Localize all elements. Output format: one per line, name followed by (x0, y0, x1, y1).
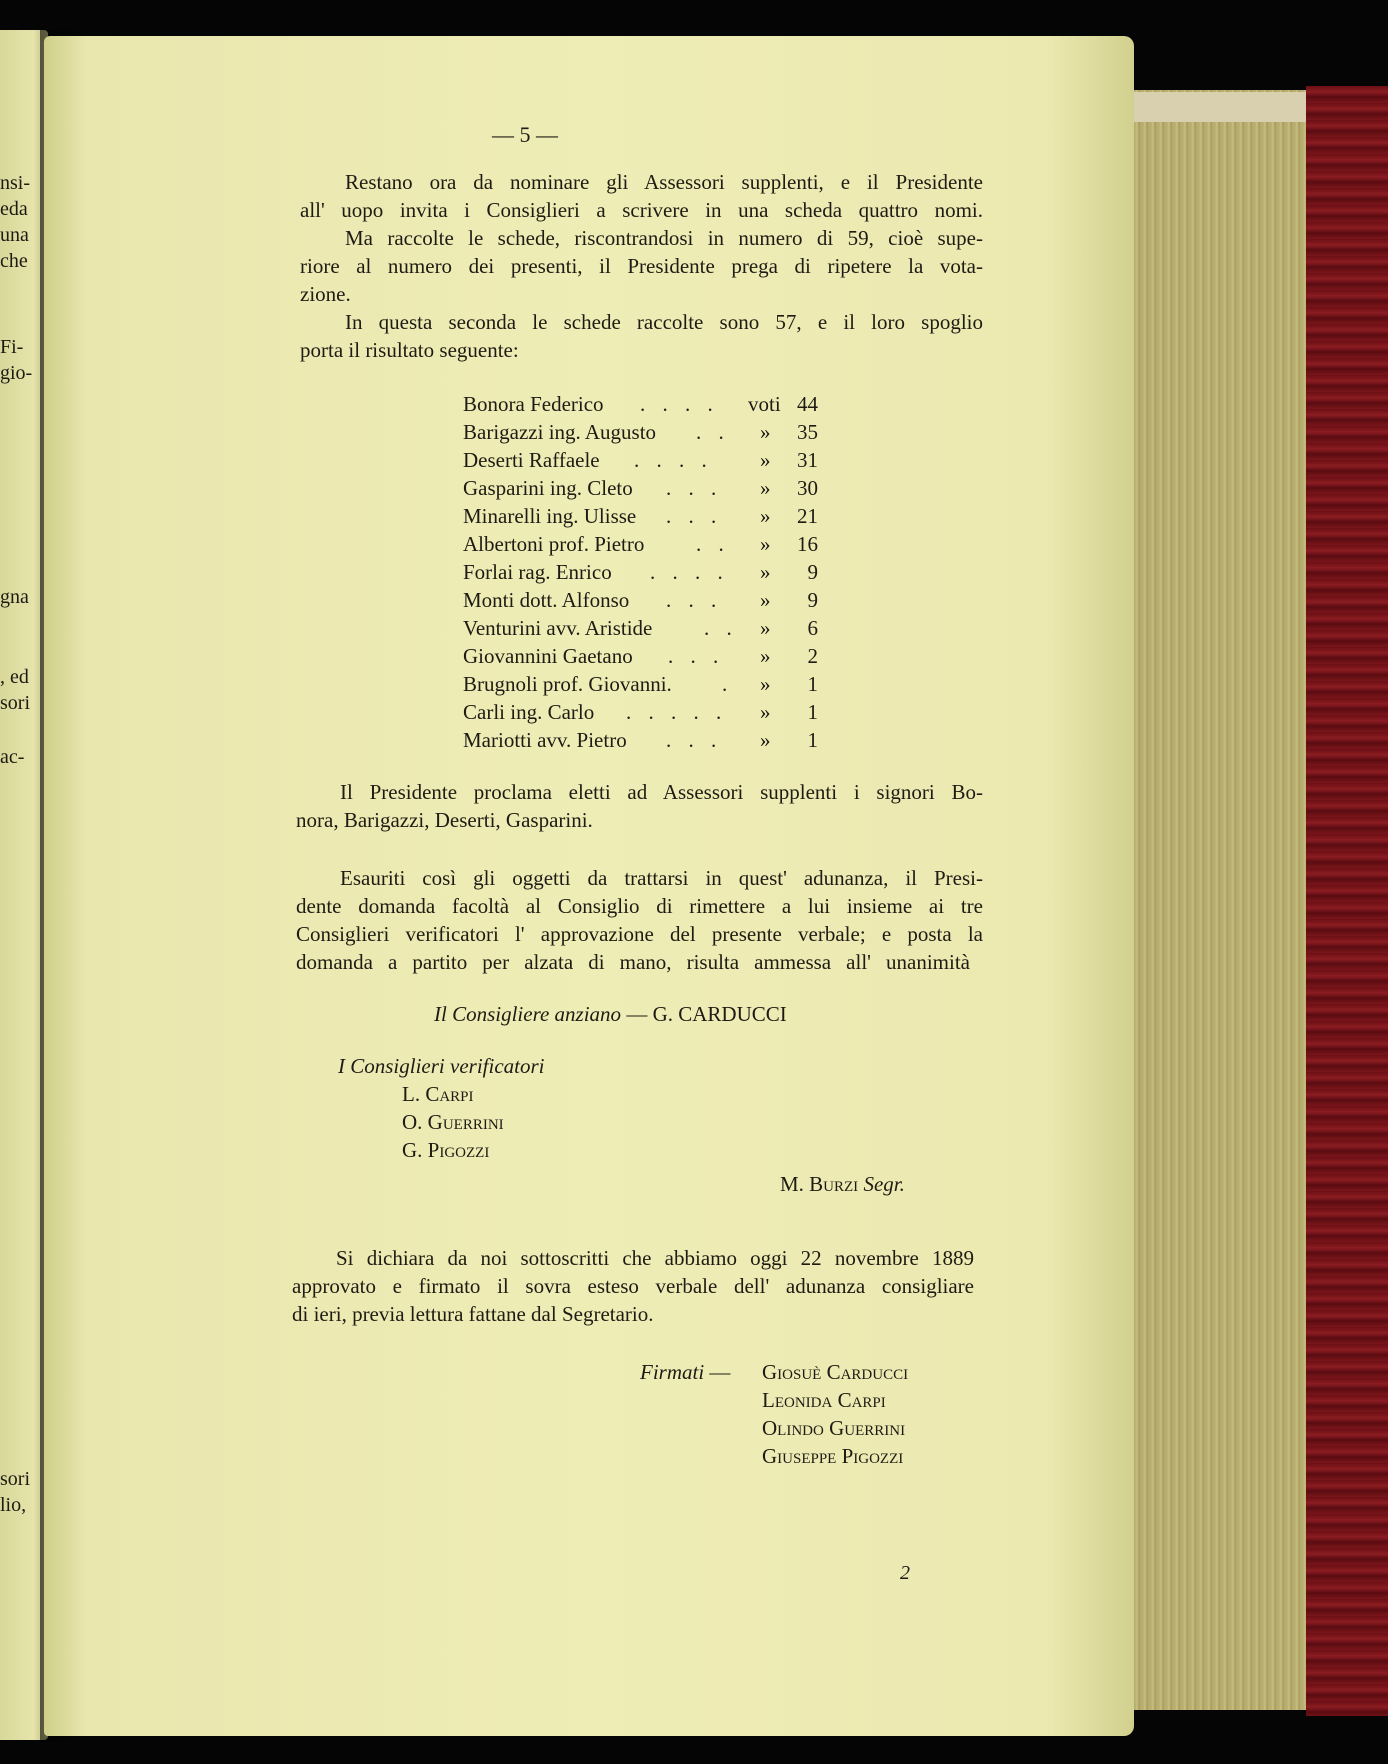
candidate-name: Bonora Federico (463, 392, 604, 416)
left-fragment: ac- (0, 746, 25, 768)
vote-unit: » (760, 420, 771, 444)
vote-count: 2 (807, 644, 818, 668)
vote-count: 16 (797, 532, 818, 556)
left-fragment: sori (0, 692, 30, 714)
candidate-name: Barigazzi ing. Augusto (463, 420, 657, 444)
candidate-name: Gasparini ing. Cleto (463, 476, 633, 500)
anziano-name: G. CARDUCCI (652, 1002, 787, 1026)
vote-count: 9 (807, 588, 818, 612)
vote-count: 31 (797, 448, 818, 472)
paragraph-line: Si dichiara da noi sottoscritti che abbiamo oggi 22 novembre 1889 (336, 1246, 974, 1270)
vote-unit: » (760, 476, 771, 500)
vote-count: 35 (797, 420, 818, 444)
firmati-line (640, 1360, 730, 1385)
left-fragment: eda (0, 198, 28, 220)
leader-dots: . . . . (650, 560, 729, 584)
vote-unit: » (760, 588, 771, 612)
leader-dots: . . (696, 532, 730, 556)
paragraph-line: domanda a partito per alzata di mano, risulta ammessa all' unanimità (296, 950, 970, 974)
candidate-name: Mariotti avv. Pietro (463, 728, 627, 752)
paragraph-line: Il Presidente proclama eletti ad Assessori supplenti i signori Bo- (340, 780, 983, 804)
firmati-dash: — (709, 1360, 731, 1384)
left-fragment: che (0, 250, 28, 272)
vote-unit: » (760, 672, 771, 696)
left-fragment: nsi- (0, 172, 30, 194)
candidate-name: Forlai rag. Enrico (463, 560, 612, 584)
candidate-name: Monti dott. Alfonso (463, 588, 630, 612)
vote-unit: » (760, 728, 771, 752)
vote-count: 6 (807, 616, 818, 640)
candidate-name: Brugnoli prof. Giovanni. (463, 672, 672, 696)
paragraph-line: riore al numero dei presenti, il Presidente prega di ripetere la vota- (300, 254, 983, 278)
verificatore-name: O. Guerrini (402, 1110, 504, 1134)
leader-dots: . . . . (634, 448, 713, 472)
vote-unit: » (760, 504, 771, 528)
anziano-dash: — (626, 1002, 648, 1026)
candidate-name: Deserti Raffaele (463, 448, 600, 472)
vote-unit: voti (748, 392, 781, 416)
paragraph-line: nora, Barigazzi, Deserti, Gasparini. (296, 808, 593, 832)
book-cover-edge (1306, 86, 1388, 1716)
vote-count: 30 (797, 476, 818, 500)
leader-dots: . (722, 672, 734, 696)
secretary-name: M. Burzi (780, 1172, 859, 1196)
left-fragment: gna (0, 586, 29, 608)
secretary-line (780, 1172, 905, 1197)
leader-dots: . . . (666, 588, 723, 612)
paragraph-line: di ieri, previa lettura fattane dal Segretario. (292, 1302, 654, 1326)
left-fragment: , ed (0, 666, 29, 688)
signatory-name: Olindo Guerrini (762, 1416, 906, 1440)
paragraph-line: Ma raccolte le schede, riscontrandosi in numero di 59, cioè supe- (345, 226, 983, 250)
vote-count: 21 (797, 504, 818, 528)
leader-dots: . . . (666, 504, 723, 528)
vote-count: 44 (797, 392, 818, 416)
vote-count: 1 (807, 700, 818, 724)
vote-count: 1 (807, 728, 818, 752)
paragraph-line: all' uopo invita i Consiglieri a scrivere in una scheda quattro nomi. (300, 198, 983, 222)
paragraph-line: Restano ora da nominare gli Assessori supplenti, e il Presidente (345, 170, 983, 194)
paragraph-line: In questa seconda le schede raccolte sono 57, e il loro spoglio (345, 310, 983, 334)
leader-dots: . . . (666, 476, 723, 500)
vote-unit: » (760, 700, 771, 724)
vote-unit: » (760, 644, 771, 668)
verificatore-name: L. Carpi (402, 1082, 474, 1106)
vote-unit: » (760, 448, 771, 472)
paragraph-line: approvato e firmato il sovra esteso verbale dell' adunanza consigliare (292, 1274, 974, 1298)
verificatori-label: I Consiglieri verificatori (338, 1054, 545, 1078)
leader-dots: . . . . (640, 392, 719, 416)
vote-unit: » (760, 532, 771, 556)
vote-unit: » (760, 560, 771, 584)
secretary-title: Segr. (863, 1172, 905, 1196)
candidate-name: Giovannini Gaetano (463, 644, 633, 668)
signatory-name: Giosuè Carducci (762, 1360, 909, 1384)
left-fragment: lio, (0, 1494, 27, 1516)
paragraph-line: zione. (300, 282, 351, 306)
paragraph-line: Esauriti così gli oggetti da trattarsi in quest' adunanza, il Presi- (340, 866, 983, 890)
candidate-name: Venturini avv. Aristide (463, 616, 653, 640)
signature-mark: 2 (900, 1562, 910, 1584)
paragraph-line: Consiglieri verificatori l' approvazione del presente verbale; e posta la (296, 922, 983, 946)
verificatore-name: G. Pigozzi (402, 1138, 490, 1162)
signatory-name: Giuseppe Pigozzi (762, 1444, 904, 1468)
vote-count: 1 (807, 672, 818, 696)
leader-dots: . . . (666, 728, 723, 752)
signatory-name: Leonida Carpi (762, 1388, 886, 1412)
paragraph-line: porta il risultato seguente: (300, 338, 519, 362)
leader-dots: . . (704, 616, 738, 640)
page-number: — 5 — (492, 122, 558, 147)
leader-dots: . . (696, 420, 730, 444)
leader-dots: . . . . . (626, 700, 728, 724)
paragraph-line: dente domanda facoltà al Consiglio di rimettere a lui insieme ai tre (296, 894, 983, 918)
leader-dots: . . . (668, 644, 725, 668)
candidate-name: Albertoni prof. Pietro (463, 532, 645, 556)
left-fragment: gio- (0, 362, 33, 384)
candidate-name: Minarelli ing. Ulisse (463, 504, 637, 528)
left-fragment: una (0, 224, 29, 246)
vote-unit: » (760, 616, 771, 640)
left-fragment: sori (0, 1468, 30, 1490)
anziano-line (434, 1002, 787, 1027)
candidate-name: Carli ing. Carlo (463, 700, 595, 724)
vote-count: 9 (807, 560, 818, 584)
firmati-label: Firmati (640, 1360, 705, 1384)
anziano-label: Il Consigliere anziano (434, 1002, 622, 1026)
left-fragment: Fi- (0, 336, 24, 358)
